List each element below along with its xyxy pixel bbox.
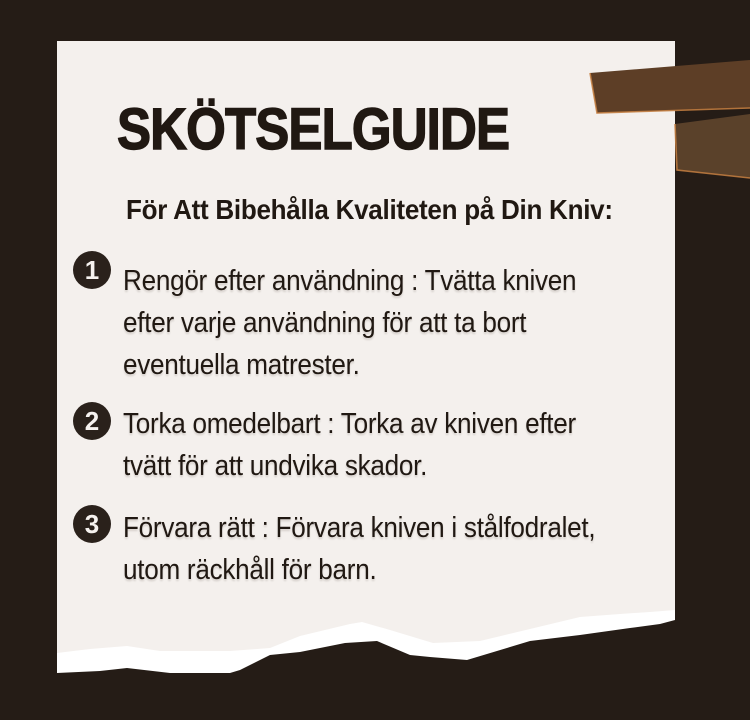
step-2-line-1: Torka omedelbart : Torka av kniven efter xyxy=(123,408,576,440)
step-2-number-badge xyxy=(73,402,111,440)
step-1-number-badge xyxy=(73,251,111,289)
step-3-number: 3 xyxy=(84,509,100,539)
step-1-line-1: Rengör efter användning : Tvätta kniven xyxy=(123,265,577,297)
subtitle: För Att Bibehålla Kvaliteten på Din Kniv: xyxy=(126,194,613,225)
step-3-line-2: utom räckhåll för barn. xyxy=(123,554,377,586)
step-3-number-badge xyxy=(73,505,111,543)
step-1-text xyxy=(123,260,627,386)
step-3-text xyxy=(123,507,648,591)
step-1-line-2: efter varje användning för att ta bort xyxy=(123,307,527,339)
step-3-line-1: Förvara rätt : Förvara kniven i stålfodralet, xyxy=(123,512,596,544)
step-2-text xyxy=(123,403,626,487)
step-1-number: 1 xyxy=(84,255,100,285)
page-title: SKÖTSELGUIDE xyxy=(117,97,510,162)
step-2-number: 2 xyxy=(84,406,100,436)
step-1-line-3: eventuella matrester. xyxy=(123,349,360,381)
step-2-line-2: tvätt för att undvika skador. xyxy=(123,450,428,482)
